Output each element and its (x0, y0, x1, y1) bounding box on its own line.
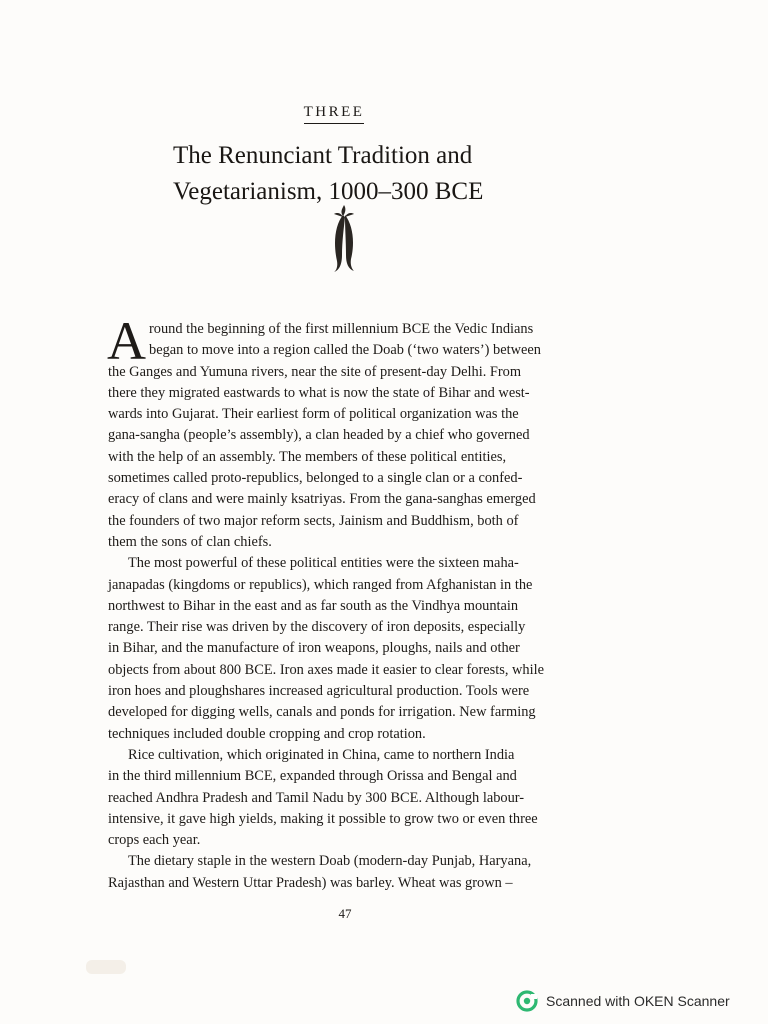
body-line: intensive, it gave high yields, making it possible to grow two or even three (108, 810, 538, 827)
body-line: crops each year. (108, 832, 201, 849)
body-line: in Bihar, and the manufacture of iron weapons, ploughs, nails and other (108, 640, 520, 657)
body-line: Rajasthan and Western Uttar Pradesh) was barley. Wheat was grown – (108, 874, 513, 891)
page-number: 47 (338, 906, 352, 921)
body-line: developed for digging wells, canals and ponds for irrigation. New farming (108, 704, 536, 721)
body-line: began to move into a region called the Doab (‘two waters’) between (149, 342, 541, 359)
body-line: with the help of an assembly. The members of these political entities, (108, 448, 507, 465)
body-line: eracy of clans and were mainly ksatriyas. From the gana-sanghas emerged (108, 491, 536, 508)
body-line: The dietary staple in the western Doab (modern-day Punjab, Haryana, (128, 853, 532, 870)
body-line: gana-sangha (people’s assembly), a clan headed by a chief who governed (108, 427, 530, 444)
chapter-number-text: THREE (304, 104, 365, 124)
paper-stain (86, 960, 126, 974)
chapter-title-line-1: The Renunciant Tradition and (173, 142, 473, 169)
body-line: Rice cultivation, which originated in China, came to northern India (128, 746, 515, 763)
drop-cap: A (107, 311, 146, 371)
body-line: in the third millennium BCE, expanded through Orissa and Bengal and (108, 768, 517, 785)
body-line: the Ganges and Yumuna rivers, near the site of present-day Delhi. From (108, 363, 522, 380)
body-line: objects from about 800 BCE. Iron axes made it easier to clear forests, while (108, 661, 544, 678)
body-line: range. Their rise was driven by the discovery of iron deposits, especially (108, 619, 526, 636)
body-line: them the sons of clan chiefs. (108, 533, 272, 550)
body-line: sometimes called proto-republics, belonged to a single clan or a confed- (108, 470, 523, 487)
scanner-watermark-text: Scanned with OKEN Scanner (546, 993, 730, 1009)
chapter-title (173, 138, 593, 210)
body-line: techniques included double cropping and crop rotation. (108, 725, 426, 742)
body-text (107, 311, 578, 894)
body-line: there they migrated eastwards to what is now the state of Bihar and west- (108, 384, 530, 401)
chapter-title-line-2: Vegetarianism, 1000–300 BCE (173, 178, 484, 205)
oken-scanner-logo-icon (516, 990, 538, 1012)
body-line: iron hoes and ploughshares increased agricultural production. Tools were (108, 683, 530, 700)
body-line: the founders of two major reform sects, Jainism and Buddhism, both of (108, 512, 519, 529)
body-line: round the beginning of the first millennium BCE the Vedic Indians (149, 321, 534, 337)
body-line: The most powerful of these political entities were the sixteen maha- (128, 555, 519, 572)
body-line: janapadas (kingdoms or republics), which ranged from Afghanistan in the (108, 576, 533, 593)
body-line: northwest to Bihar in the east and as far south as the Vindhya mountain (108, 597, 519, 614)
chapter-number (0, 103, 768, 124)
body-line: reached Andhra Pradesh and Tamil Nadu by 300 BCE. Although labour- (108, 789, 525, 806)
chili-pepper-ornament-icon (324, 203, 364, 273)
body-line: wards into Gujarat. Their earliest form of political organization was the (108, 406, 519, 423)
scanner-watermark (516, 989, 766, 1013)
